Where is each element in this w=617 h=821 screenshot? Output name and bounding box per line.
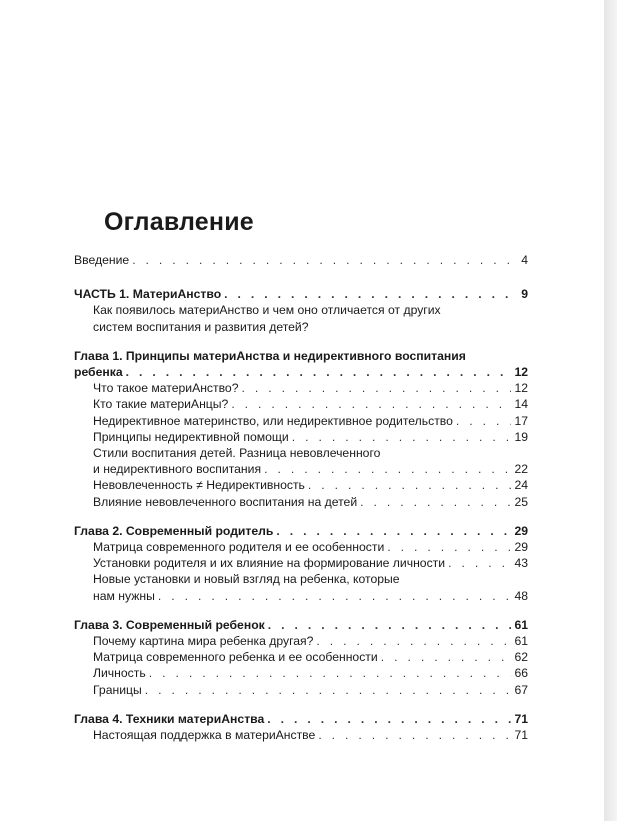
dot-leader [381,649,512,665]
toc-entry-page: 71 [514,711,528,726]
toc-entry[interactable] [74,539,528,555]
toc-entry[interactable] [74,555,528,571]
toc-title: Оглавление [104,208,254,236]
dot-leader [224,286,518,302]
toc-entry[interactable] [74,380,528,396]
toc-entry-page: 24 [514,478,528,493]
toc-entry-part1[interactable] [74,286,528,302]
toc-entry[interactable] [74,494,528,510]
toc-entry-page: 29 [514,523,528,538]
toc-entry-label: Границы [93,682,142,697]
toc-entry-page: 61 [514,617,528,632]
toc-entry-label: Матрица современного родителя и ее особенности [93,540,385,555]
toc-entry-label: Влияние невовлеченного воспитания на детей [93,494,358,509]
toc-entry[interactable] [74,396,528,412]
toc-entry-page: 19 [514,429,528,444]
toc-entry-label: Невовлеченность ≠ Недирективность [93,478,305,493]
part1-description-line: систем воспитания и развития детей? [93,319,309,334]
toc-entry-label: Матрица современного ребенка и ее особенности [93,650,378,665]
dot-leader [264,461,511,477]
toc-entry-label: Принципы недирективной помощи [93,429,289,444]
toc-chapter1-title-line[interactable]: Глава 1. Принципы материАнства и недирективного воспитания [74,348,466,363]
toc-entry[interactable] [74,682,528,698]
dot-leader [267,711,511,727]
dot-leader [316,633,511,649]
toc-entry[interactable] [74,477,528,493]
dot-leader [145,682,512,698]
toc-entry-label: Глава 4. Техники материАнства [74,711,265,726]
toc-entry-page: 22 [514,462,528,477]
toc-entry-page: 66 [514,666,528,681]
toc-entry-page: 9 [521,287,528,302]
dot-leader [126,364,512,380]
dot-leader [387,539,511,555]
toc-entry-page: 62 [514,650,528,665]
toc-entry-label: Личность [93,666,146,681]
dot-leader [242,380,512,396]
toc-entry[interactable] [74,633,528,649]
dot-leader [360,494,511,510]
toc-entry-label: Глава 2. Современный родитель [74,523,274,538]
toc-entry-first-line[interactable]: Новые установки и новый взгляд на ребенка, которые [93,572,400,587]
toc-entry-page: 12 [514,365,528,380]
part1-description-line: Как появилось материАнство и чем оно отличается от других [93,303,441,318]
toc-entry-label: Введение [74,253,130,267]
toc-entry-label: Настоящая поддержка в материАнстве [93,728,316,743]
toc-entry-first-line[interactable]: Стили воспитания детей. Разница невовлеченного [93,446,381,461]
page-gutter-shadow [604,0,617,821]
toc-entry-label: ребенка [74,365,123,380]
toc-entry[interactable] [74,665,528,681]
dot-leader [308,477,512,493]
toc-entry-page: 71 [514,728,528,743]
toc-entry-intro[interactable] [74,252,528,268]
dot-leader [448,555,511,571]
toc-entry-page: 14 [514,397,528,412]
toc-entry-page: 12 [514,381,528,396]
toc-entry[interactable] [74,461,528,477]
dot-leader [268,617,512,633]
dot-leader [276,523,511,539]
table-of-contents [74,252,528,743]
toc-entry-label: Кто такие материАнцы? [93,397,229,412]
toc-entry-page: 67 [514,682,528,697]
toc-entry-chapter3[interactable] [74,617,528,633]
dot-leader [149,665,512,681]
toc-entry[interactable] [74,649,528,665]
toc-entry[interactable] [74,429,528,445]
dot-leader [231,396,511,412]
toc-entry-label: и недирективного воспитания [93,462,262,477]
toc-entry-label: Установки родителя и их влияние на формирование личности [93,556,446,571]
toc-entry-page: 17 [514,413,528,428]
dot-leader [456,413,512,429]
toc-entry-label: нам нужны [93,588,155,603]
toc-entry-label: Что такое материАнство? [93,381,239,396]
toc-entry-chapter2[interactable] [74,523,528,539]
toc-entry-label: ЧАСТЬ 1. МатериАнство [74,287,222,302]
toc-entry-page: 4 [521,253,528,267]
toc-entry-page: 43 [514,556,528,571]
toc-entry-chapter4[interactable] [74,711,528,727]
dot-leader [158,588,512,604]
toc-entry[interactable] [74,413,528,429]
toc-entry-page: 29 [514,540,528,555]
toc-entry[interactable] [74,727,528,743]
toc-entry-chapter1[interactable] [74,364,528,380]
toc-entry-page: 48 [514,588,528,603]
toc-entry-label: Почему картина мира ребенка другая? [93,634,314,649]
toc-entry-label: Недирективное материнство, или недирективное родительство [93,413,453,428]
dot-leader [132,252,518,268]
toc-entry[interactable] [74,588,528,604]
dot-leader [292,429,512,445]
toc-entry-page: 61 [514,634,528,649]
toc-entry-page: 25 [514,494,528,509]
toc-entry-label: Глава 3. Современный ребенок [74,617,265,632]
dot-leader [318,727,511,743]
